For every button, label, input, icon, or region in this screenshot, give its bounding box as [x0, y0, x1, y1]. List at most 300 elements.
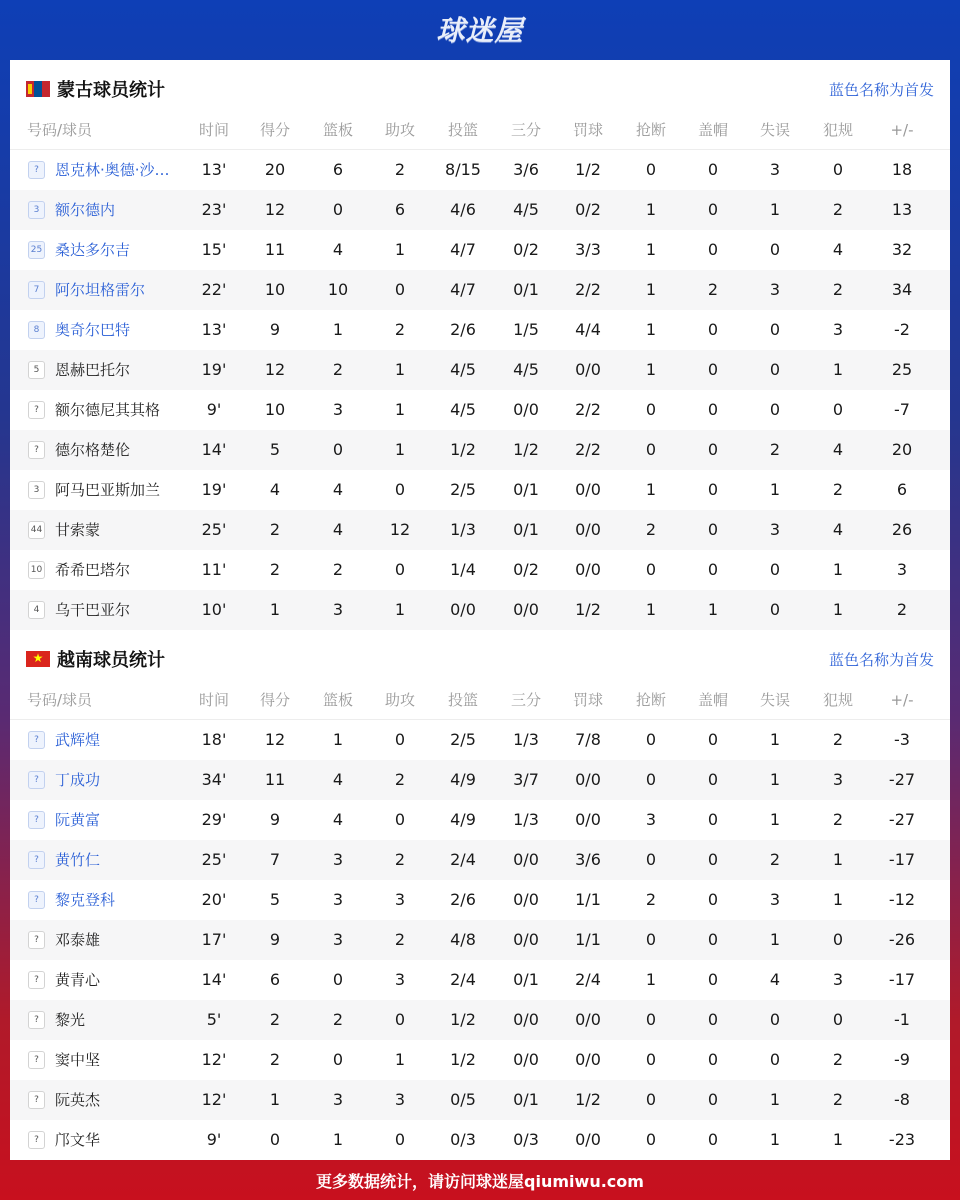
stat-cell: 1 [645, 360, 657, 379]
stat-cell: 5' [206, 1010, 222, 1029]
stat-cell: 4 [332, 520, 344, 539]
column-header-7: 罚球 [572, 121, 603, 139]
stat-cell: 4 [832, 520, 844, 539]
stat-cell: 1 [645, 480, 657, 499]
column-header-9: 盖帽 [697, 121, 728, 139]
stat-cell: 2 [332, 360, 344, 379]
stat-cell: 0/0 [513, 930, 539, 949]
player-name[interactable]: 阿马巴亚斯加兰 [55, 481, 161, 499]
stat-cell: 9 [269, 320, 281, 339]
stat-cell: -7 [894, 400, 910, 419]
stat-cell: 12 [264, 200, 286, 219]
player-name[interactable]: 阮黄富 [55, 811, 101, 829]
player-row[interactable] [10, 190, 950, 230]
player-row[interactable] [10, 1120, 950, 1160]
player-name[interactable]: 额尔德内 [55, 201, 116, 219]
stat-cell: 4 [832, 440, 844, 459]
stat-cell: 0 [332, 970, 344, 989]
stat-cell: 0 [645, 440, 657, 459]
stat-cell: -1 [894, 1010, 910, 1029]
stat-cell: 0 [707, 1090, 719, 1109]
stat-cell: 2 [896, 600, 908, 619]
stat-cell: 2 [332, 1010, 344, 1029]
app-header [0, 0, 960, 58]
stat-cell: 3 [394, 970, 406, 989]
stat-cell: 3 [332, 600, 344, 619]
player-row[interactable] [10, 350, 950, 390]
stat-cell: 1 [645, 600, 657, 619]
player-row[interactable] [10, 550, 950, 590]
jersey-number-badge: 44 [28, 521, 45, 539]
jersey-number-badge: 4 [28, 601, 45, 619]
stat-cell: 19' [201, 360, 227, 379]
player-name[interactable]: 黎克登科 [55, 891, 116, 909]
stat-cell: 1 [645, 320, 657, 339]
footer-banner[interactable]: 更多数据统计，请访问球迷屋qiumiwu.com [316, 1171, 644, 1191]
column-header-5: 投篮 [447, 691, 478, 709]
stat-cell: 5 [269, 890, 281, 909]
stat-cell: 0 [707, 320, 719, 339]
stat-cell: 0/3 [513, 1130, 539, 1149]
player-name[interactable]: 阿尔坦格雷尔 [55, 281, 146, 299]
player-name[interactable]: 窦中坚 [55, 1051, 101, 1069]
stat-cell: 1/2 [450, 1050, 476, 1069]
stat-cell: -17 [888, 850, 916, 869]
stat-cell: 0 [707, 970, 719, 989]
stat-cell: -23 [888, 1130, 916, 1149]
stat-cell: 11 [264, 240, 286, 259]
stat-cell: 3/7 [513, 770, 539, 789]
stat-cell: 4/8 [450, 930, 476, 949]
stat-cell: 0/1 [513, 480, 539, 499]
stat-cell: 1 [707, 600, 719, 619]
stat-cell: -17 [888, 970, 916, 989]
stat-cell: 0 [707, 480, 719, 499]
stat-cell: 0 [645, 1090, 657, 1109]
stat-cell: 4 [769, 970, 781, 989]
stat-cell: 4/5 [450, 360, 476, 379]
stat-cell: 1 [769, 200, 781, 219]
player-name[interactable]: 桑达多尔吉 [55, 241, 131, 259]
stat-cell: 3 [832, 970, 844, 989]
stat-cell: 10 [264, 400, 286, 419]
stat-cell: 3 [769, 520, 781, 539]
player-row[interactable] [10, 510, 950, 550]
jersey-number-badge: ? [28, 161, 45, 179]
stat-cell: 0 [645, 1050, 657, 1069]
column-header-11: 犯规 [822, 121, 853, 139]
player-row[interactable] [10, 960, 950, 1000]
stat-cell: -27 [888, 770, 916, 789]
stat-cell: 0 [707, 770, 719, 789]
stat-cell: 2 [832, 1090, 844, 1109]
player-name[interactable]: 黄竹仁 [55, 851, 101, 869]
stat-cell: 10 [327, 280, 349, 299]
stat-cell: 26 [891, 520, 913, 539]
stat-cell: 0 [394, 560, 406, 579]
stat-cell: 0 [707, 810, 719, 829]
stat-cell: 0/0 [575, 520, 601, 539]
column-header-row [10, 680, 950, 720]
stat-cell: 1 [394, 240, 406, 259]
stat-cell: 34 [891, 280, 913, 299]
stat-cell: 0 [707, 440, 719, 459]
stat-cell: 0/0 [575, 1010, 601, 1029]
player-name[interactable]: 邓泰雄 [55, 931, 101, 949]
stat-cell: 0 [707, 560, 719, 579]
stat-cell: 15' [201, 240, 227, 259]
stat-cell: 2 [394, 770, 406, 789]
column-header-10: 失误 [759, 691, 790, 709]
stat-cell: 1 [832, 850, 844, 869]
stat-cell: 0 [269, 1130, 281, 1149]
player-name[interactable]: 额尔德尼其其格 [55, 401, 161, 419]
stat-cell: 0 [707, 520, 719, 539]
player-name[interactable]: 乌干巴亚尔 [55, 601, 131, 619]
column-header-6: 三分 [510, 121, 541, 139]
player-name[interactable]: 甘索蒙 [55, 521, 101, 539]
player-row[interactable] [10, 880, 950, 920]
column-header-row [10, 110, 950, 150]
stat-cell: 34' [201, 770, 227, 789]
stat-cell: 3/3 [575, 240, 601, 259]
column-header-4: 助攻 [384, 121, 415, 139]
player-row[interactable] [10, 230, 950, 270]
player-row[interactable] [10, 1000, 950, 1040]
stat-cell: 1/3 [513, 730, 539, 749]
stat-cell: 3 [332, 850, 344, 869]
player-name[interactable]: 希希巴塔尔 [55, 561, 131, 579]
stat-cell: 12' [201, 1050, 227, 1069]
stat-cell: 9 [269, 810, 281, 829]
stat-cell: 1 [394, 1050, 406, 1069]
stat-cell: 2 [832, 1050, 844, 1069]
player-row[interactable] [10, 1080, 950, 1120]
stat-cell: 12 [264, 360, 286, 379]
player-name[interactable]: 邝文华 [55, 1131, 101, 1149]
stat-cell: 0/0 [513, 400, 539, 419]
stat-cell: 1 [769, 930, 781, 949]
jersey-number-badge: ? [28, 931, 45, 949]
stat-cell: 0/1 [513, 280, 539, 299]
stat-cell: 1 [394, 400, 406, 419]
stat-cell: 4 [332, 770, 344, 789]
stat-cell: 1 [645, 200, 657, 219]
player-row[interactable] [10, 920, 950, 960]
stat-cell: 4/7 [450, 240, 476, 259]
stat-cell: 1/5 [513, 320, 539, 339]
stat-cell: 7/8 [575, 730, 601, 749]
jersey-number-badge: 7 [28, 281, 45, 299]
stat-cell: 0/0 [513, 1050, 539, 1069]
stat-cell: 0/2 [575, 200, 601, 219]
player-row[interactable] [10, 390, 950, 430]
jersey-number-badge: 8 [28, 321, 45, 339]
stat-cell: 1/1 [575, 890, 601, 909]
stat-cell: 6 [896, 480, 908, 499]
column-header-0: 号码/球员 [27, 691, 93, 709]
stat-cell: 13' [201, 320, 227, 339]
stat-cell: 0/1 [513, 970, 539, 989]
player-row[interactable] [10, 270, 950, 310]
stat-cell: 0 [832, 400, 844, 419]
player-name[interactable]: 阮英杰 [55, 1091, 101, 1109]
player-row[interactable] [10, 760, 950, 800]
stat-cell: 0/0 [575, 560, 601, 579]
jersey-number-badge: ? [28, 1011, 45, 1029]
column-header-5: 投篮 [447, 121, 478, 139]
stat-cell: 1 [269, 1090, 281, 1109]
stat-cell: 25 [891, 360, 913, 379]
player-name[interactable]: 武辉煌 [55, 731, 101, 749]
stat-cell: 0/0 [575, 810, 601, 829]
stat-cell: 2 [832, 810, 844, 829]
jersey-number-badge: ? [28, 771, 45, 789]
stat-cell: 9' [206, 1130, 222, 1149]
stat-cell: 2 [645, 890, 657, 909]
stat-cell: 4/6 [450, 200, 476, 219]
stat-cell: 3 [394, 890, 406, 909]
stat-cell: 3 [332, 1090, 344, 1109]
stat-cell: 0 [707, 850, 719, 869]
stat-cell: 5 [269, 440, 281, 459]
stat-cell: 0/1 [513, 1090, 539, 1109]
stat-cell: 0 [645, 160, 657, 179]
jersey-number-badge: ? [28, 971, 45, 989]
player-row[interactable] [10, 800, 950, 840]
stat-cell: 18' [201, 730, 227, 749]
column-header-3: 篮板 [322, 691, 353, 709]
stat-cell: 2/2 [575, 400, 601, 419]
stat-cell: 4 [332, 810, 344, 829]
section-title: 越南球员统计 [57, 650, 165, 671]
stat-cell: 0 [394, 280, 406, 299]
stat-cell: 1/2 [513, 440, 539, 459]
stat-cell: 2/2 [575, 280, 601, 299]
stat-cell: 0/0 [513, 850, 539, 869]
stat-cell: 1/3 [450, 520, 476, 539]
stat-cell: 1 [332, 320, 344, 339]
stat-cell: 6 [394, 200, 406, 219]
stat-cell: 0 [332, 1050, 344, 1069]
stat-cell: 0/0 [575, 1050, 601, 1069]
stat-cell: 1 [832, 1130, 844, 1149]
column-header-7: 罚球 [572, 691, 603, 709]
column-header-2: 得分 [259, 691, 290, 709]
stat-cell: 2/6 [450, 890, 476, 909]
stat-cell: 25' [201, 850, 227, 869]
stat-cell: 3/6 [575, 850, 601, 869]
stat-cell: 2/5 [450, 730, 476, 749]
stat-cell: 1/2 [575, 600, 601, 619]
stat-cell: 3 [332, 890, 344, 909]
stat-cell: 0 [769, 600, 781, 619]
stat-cell: 9 [269, 930, 281, 949]
player-name[interactable]: 恩克林·奥德·沙… [55, 161, 170, 179]
stat-cell: 1 [394, 360, 406, 379]
player-row[interactable] [10, 840, 950, 880]
stat-cell: 1 [332, 1130, 344, 1149]
player-row[interactable] [10, 470, 950, 510]
column-header-8: 抢断 [635, 691, 666, 709]
stat-cell: 4/4 [575, 320, 601, 339]
stat-cell: 1 [769, 770, 781, 789]
stat-cell: -9 [894, 1050, 910, 1069]
stat-cell: 1/2 [575, 1090, 601, 1109]
stat-cell: 4/7 [450, 280, 476, 299]
jersey-number-badge: ? [28, 441, 45, 459]
player-name[interactable]: 恩赫巴托尔 [55, 361, 131, 379]
stat-cell: 2/4 [575, 970, 601, 989]
jersey-number-badge: ? [28, 401, 45, 419]
player-name[interactable]: 奥奇尔巴特 [55, 321, 131, 339]
stat-cell: 23' [201, 200, 227, 219]
stat-cell: 0 [394, 1130, 406, 1149]
stat-cell: -8 [894, 1090, 910, 1109]
stats-panel [10, 60, 950, 1160]
stat-cell: 0 [645, 400, 657, 419]
stat-cell: 4/5 [450, 400, 476, 419]
stat-cell: 2/4 [450, 850, 476, 869]
stat-cell: 0 [645, 1130, 657, 1149]
stat-cell: 0 [707, 360, 719, 379]
player-row[interactable] [10, 590, 950, 630]
stat-cell: 0/0 [513, 600, 539, 619]
stat-cell: 2/6 [450, 320, 476, 339]
stat-cell: 0/0 [575, 1130, 601, 1149]
stat-cell: 4/9 [450, 770, 476, 789]
column-header-12: +/- [890, 691, 914, 709]
stat-cell: 14' [201, 440, 227, 459]
brand-logo: 球迷屋 [436, 14, 524, 47]
stat-cell: 2 [769, 850, 781, 869]
stat-cell: 22' [201, 280, 227, 299]
stat-cell: 3 [832, 770, 844, 789]
stat-cell: -26 [888, 930, 916, 949]
stat-cell: 18 [891, 160, 913, 179]
stat-cell: 1 [332, 730, 344, 749]
column-header-3: 篮板 [322, 121, 353, 139]
player-name[interactable]: 德尔格楚伦 [55, 441, 131, 459]
stat-cell: 0 [394, 480, 406, 499]
stat-cell: 0 [832, 160, 844, 179]
stat-cell: 0 [769, 1050, 781, 1069]
jersey-number-badge: ? [28, 891, 45, 909]
stat-cell: 0 [707, 1010, 719, 1029]
stat-cell: 0/0 [513, 890, 539, 909]
column-header-1: 时间 [198, 691, 229, 709]
jersey-number-badge: ? [28, 731, 45, 749]
section-title: 蒙古球员统计 [57, 80, 165, 101]
stat-cell: 0 [707, 930, 719, 949]
stat-cell: 0/0 [450, 600, 476, 619]
stat-cell: 0 [707, 200, 719, 219]
stat-cell: 4 [269, 480, 281, 499]
stat-cell: 3 [332, 930, 344, 949]
stat-cell: 2 [394, 160, 406, 179]
stat-cell: 4 [332, 480, 344, 499]
stat-cell: 0/0 [513, 1010, 539, 1029]
stat-cell: 2 [394, 930, 406, 949]
stat-cell: 2 [769, 440, 781, 459]
column-header-12: +/- [890, 121, 914, 139]
stat-cell: 8/15 [445, 160, 481, 179]
jersey-number-badge: ? [28, 811, 45, 829]
stat-cell: 4 [332, 240, 344, 259]
stat-cell: 17' [201, 930, 227, 949]
player-row[interactable] [10, 720, 950, 760]
stat-cell: 3 [769, 160, 781, 179]
player-row[interactable] [10, 430, 950, 470]
stat-cell: 1 [769, 810, 781, 829]
stat-cell: 0 [832, 1010, 844, 1029]
stat-cell: 6 [332, 160, 344, 179]
stat-cell: -12 [888, 890, 916, 909]
stat-cell: 0 [332, 440, 344, 459]
player-name[interactable]: 丁成功 [55, 771, 101, 789]
stat-cell: 11 [264, 770, 286, 789]
mongolia-flag-icon [26, 81, 50, 97]
stat-cell: 7 [269, 850, 281, 869]
stat-cell: 1 [645, 240, 657, 259]
stat-cell: 32 [891, 240, 913, 259]
jersey-number-badge: ? [28, 1131, 45, 1149]
stat-cell: 0 [707, 730, 719, 749]
stat-cell: 0 [769, 400, 781, 419]
stat-cell: 0 [769, 360, 781, 379]
stat-cell: 1 [645, 970, 657, 989]
stat-cell: 4 [832, 240, 844, 259]
player-row[interactable] [10, 150, 950, 190]
player-row[interactable] [10, 310, 950, 350]
stat-cell: 13' [201, 160, 227, 179]
stat-cell: 4/9 [450, 810, 476, 829]
stat-cell: 11' [201, 560, 227, 579]
column-header-0: 号码/球员 [27, 121, 93, 139]
stat-cell: 1/2 [575, 160, 601, 179]
stat-cell: 0/5 [450, 1090, 476, 1109]
column-header-10: 失误 [759, 121, 790, 139]
stat-cell: 3 [645, 810, 657, 829]
stat-cell: 1 [769, 730, 781, 749]
player-name[interactable]: 黎光 [55, 1011, 86, 1029]
stat-cell: 0 [645, 770, 657, 789]
jersey-number-badge: 3 [28, 201, 45, 219]
stat-cell: 0/0 [575, 480, 601, 499]
stat-cell: 2 [832, 730, 844, 749]
stat-cell: 1 [769, 480, 781, 499]
column-header-6: 三分 [510, 691, 541, 709]
player-name[interactable]: 黄青心 [55, 971, 101, 989]
stat-cell: 3 [832, 320, 844, 339]
stat-cell: 2 [394, 850, 406, 869]
stat-cell: 1 [832, 560, 844, 579]
stat-cell: 0 [707, 890, 719, 909]
stat-cell: 0 [394, 1010, 406, 1029]
stat-cell: 2/5 [450, 480, 476, 499]
star-icon: ★ [32, 651, 44, 665]
stat-cell: 10' [201, 600, 227, 619]
stat-cell: 0 [645, 730, 657, 749]
starter-legend-note: 蓝色名称为首发 [828, 650, 934, 669]
player-row[interactable] [10, 1040, 950, 1080]
stat-cell: 1 [394, 600, 406, 619]
stat-cell: 0 [769, 1010, 781, 1029]
stat-cell: 0 [769, 320, 781, 339]
stat-cell: 0/2 [513, 240, 539, 259]
stat-cell: 0/0 [575, 770, 601, 789]
stat-cell: 3 [896, 560, 908, 579]
